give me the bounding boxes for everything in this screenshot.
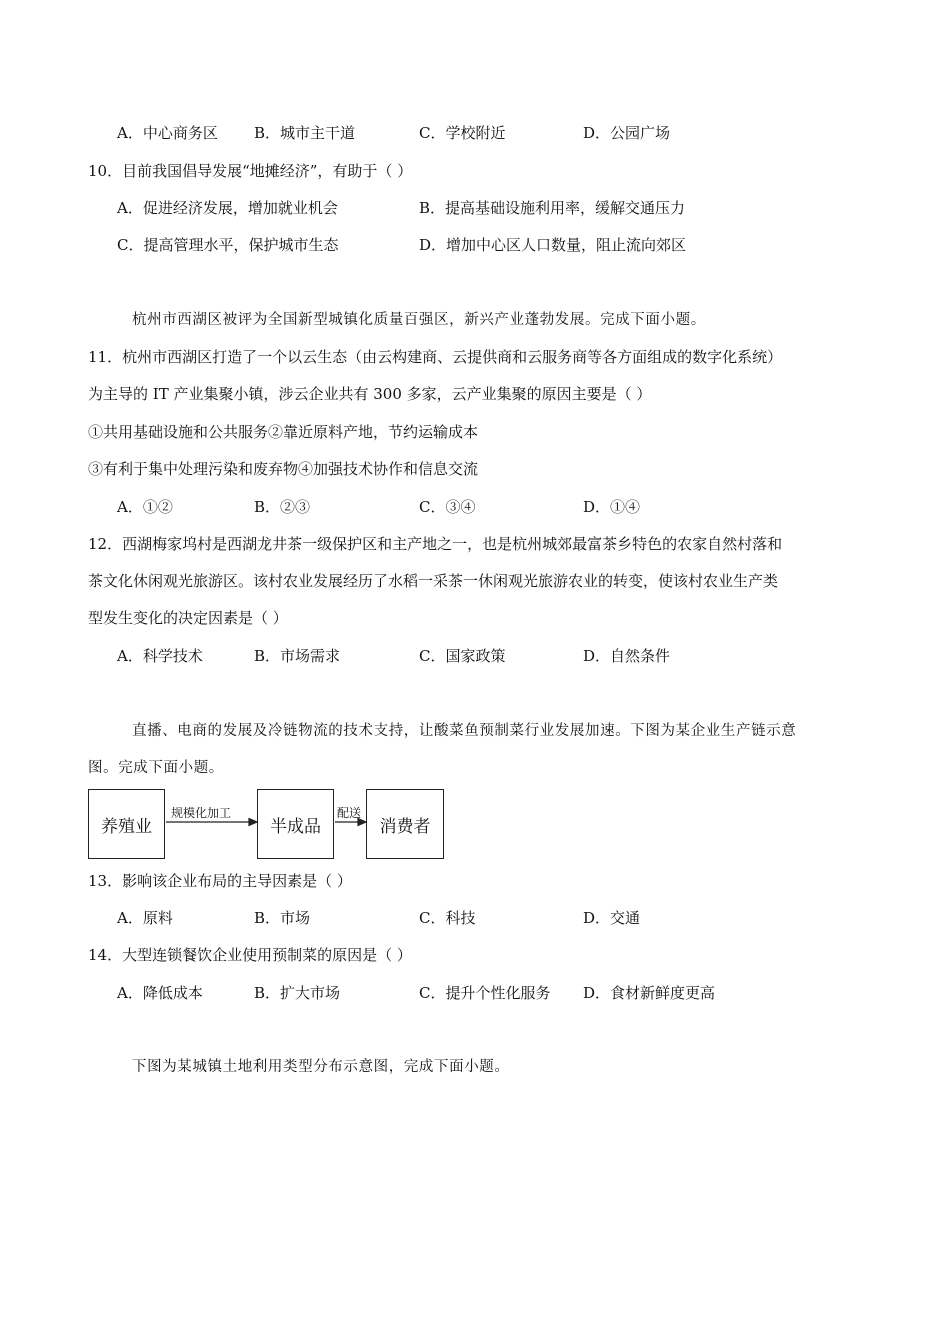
q11-stem-line2: 为主导的 IT 产业集聚小镇，涉云企业共有 300 多家，云产业集聚的原因主要是（ ） [88,385,652,403]
q13-stem: 13．影响该企业布局的主导因素是（ ） [88,872,352,890]
arrow-processing-head [249,819,257,826]
q14-option-b: B．扩大市场 [254,984,341,1002]
q13-option-c: C．科技 [419,909,476,927]
q14-stem: 14．大型连锁餐饮企业使用预制菜的原因是（ ） [88,946,412,964]
diagram-box-semi-finished: 半成品 [257,789,334,859]
diagram-box-breeding: 养殖业 [88,789,165,859]
q9-option-c: C．学校附近 [419,124,506,142]
q9-option-d: D．公园广场 [583,124,671,142]
q10-option-d: D．增加中心区人口数量，阻止流向郊区 [419,236,687,254]
intro-land-use: 下图为某城镇土地利用类型分布示意图，完成下面小题。 [132,1059,510,1075]
q11-items-line1: ①共用基础设施和公共服务②靠近原料产地，节约运输成本 [88,423,479,441]
intro-xihu: 杭州市西湖区被评为全国新型城镇化质量百强区，新兴产业蓬勃发展。完成下面小题。 [132,312,706,328]
q14-option-a: A．降低成本 [117,984,203,1002]
q10-option-c: C．提高管理水平，保护城市生态 [117,236,339,254]
q10-option-a: A．促进经济发展，增加就业机会 [117,199,338,217]
q9-option-b: B．城市主干道 [254,124,356,142]
diagram-box-consumer: 消费者 [366,789,444,859]
q11-option-b: B．②③ [254,498,311,516]
intro-prepared-dish-line2: 图。完成下面小题。 [88,760,224,776]
q12-stem-line2: 茶文化休闲观光旅游区。该村农业发展经历了水稻一采茶一休闲观光旅游农业的转变，使该村农业生产类 [88,572,779,590]
q11-option-d: D．①④ [583,498,641,516]
q11-option-c: C．③④ [419,498,476,516]
q13-option-b: B．市场 [254,909,311,927]
q12-option-b: B．市场需求 [254,647,341,665]
q14-option-c: C．提升个性化服务 [419,984,551,1002]
q11-items-line2: ③有利于集中处理污染和废弃物④加强技术协作和信息交流 [88,460,479,478]
arrow-label-delivery: 配送 [337,806,362,820]
q14-option-d: D．食材新鲜度更高 [583,984,716,1002]
q11-option-a: A．①② [117,498,173,516]
q12-option-a: A．科学技术 [117,647,203,665]
q12-stem-line3: 型发生变化的决定因素是（ ） [88,609,288,627]
q12-option-d: D．自然条件 [583,647,671,665]
q9-option-a: A．中心商务区 [117,124,218,142]
q10-option-b: B．提高基础设施利用率，缓解交通压力 [419,199,686,217]
q12-stem-line1: 12．西湖梅家坞村是西湖龙井茶一级保护区和主产地之一，也是杭州城郊最富茶乡特色的农家自然村落和 [88,535,783,553]
q11-stem-line1: 11．杭州市西湖区打造了一个以云生态（由云构建商、云提供商和云服务商等各方面组成的数字化系统） [88,348,783,366]
arrow-label-processing: 规模化加工 [171,806,232,820]
q13-option-a: A．原料 [117,909,173,927]
q13-option-d: D．交通 [583,909,641,927]
q10-stem: 10．目前我国倡导发展“地摊经济”，有助于（ ） [88,162,413,180]
intro-prepared-dish-line1: 直播、电商的发展及冷链物流的技术支持，让酸菜鱼预制菜行业发展加速。下图为某企业生产链示意 [132,723,797,739]
q12-option-c: C．国家政策 [419,647,506,665]
